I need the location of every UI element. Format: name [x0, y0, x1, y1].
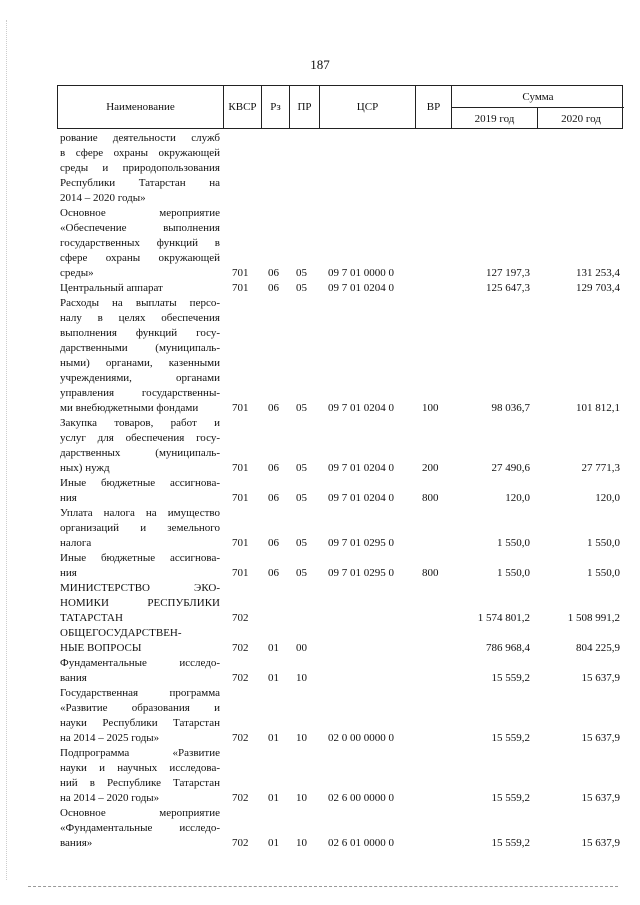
cell-pr: 05: [296, 267, 307, 279]
footer-divider: [28, 886, 618, 887]
row-name-line: услуг для обеспечения госу-: [60, 432, 220, 444]
cell-kvsr: 702: [232, 732, 249, 744]
row-name-line: Государственная программа: [60, 687, 220, 699]
row-name: [60, 476, 220, 506]
cell-y2020: 804 225,9: [576, 642, 620, 654]
row-name-line: «Развитие образования и: [60, 702, 220, 714]
cell-kvsr: 701: [232, 462, 249, 474]
row-name-line: вания»: [60, 837, 93, 849]
table-row: [0, 551, 640, 581]
row-name: [60, 626, 220, 656]
row-name: [60, 581, 220, 626]
cell-kvsr: 702: [232, 642, 249, 654]
row-name-line: Иные бюджетные ассигнова-: [60, 477, 220, 489]
cell-kvsr: 701: [232, 267, 249, 279]
row-name-line: дарственных (муниципаль-: [60, 447, 220, 459]
cell-y2019: 15 559,2: [491, 792, 530, 804]
row-name: [60, 131, 220, 206]
row-name-line: Основное мероприятие: [60, 207, 220, 219]
cell-pr: 05: [296, 462, 307, 474]
row-name-line: Подпрограмма «Развитие: [60, 747, 220, 759]
cell-csr: 09 7 01 0204 0: [328, 282, 394, 294]
header-rz: Рз: [262, 86, 290, 128]
row-name-line: учреждениями, органами: [60, 372, 220, 384]
cell-vr: 800: [422, 492, 439, 504]
cell-y2019: 127 197,3: [486, 267, 530, 279]
row-name-line: науки и научных исследова-: [60, 762, 220, 774]
row-name-line: ными) органами, казенными: [60, 357, 220, 369]
row-name-line: налу в целях обеспечения: [60, 312, 220, 324]
table-row: [0, 296, 640, 416]
header-sum: Сумма: [452, 86, 624, 108]
cell-pr: 05: [296, 402, 307, 414]
cell-kvsr: 701: [232, 567, 249, 579]
header-kvsr: КВСР: [224, 86, 262, 128]
cell-csr: 02 0 00 0000 0: [328, 732, 394, 744]
row-name: [60, 281, 220, 296]
cell-kvsr: 702: [232, 672, 249, 684]
row-name-line: управления государственны-: [60, 387, 220, 399]
cell-y2020: 15 637,9: [581, 837, 620, 849]
cell-y2020: 129 703,4: [576, 282, 620, 294]
header-name: Наименование: [58, 86, 224, 128]
page-number: 187: [310, 57, 330, 72]
row-name-line: ТАТАРСТАН: [60, 612, 123, 624]
cell-pr: 05: [296, 492, 307, 504]
cell-y2019: 120,0: [505, 492, 530, 504]
cell-csr: 09 7 01 0000 0: [328, 267, 394, 279]
cell-y2020: 15 637,9: [581, 672, 620, 684]
cell-pr: 10: [296, 672, 307, 684]
cell-vr: 100: [422, 402, 439, 414]
row-name-line: среды»: [60, 267, 94, 279]
cell-rz: 06: [268, 267, 279, 279]
row-name-line: науки Республики Татарстан: [60, 717, 220, 729]
cell-y2019: 1 550,0: [497, 567, 530, 579]
table-row: [0, 131, 640, 206]
cell-rz: 01: [268, 732, 279, 744]
row-name-line: на 2014 – 2020 годы»: [60, 792, 160, 804]
cell-rz: 06: [268, 402, 279, 414]
cell-rz: 06: [268, 537, 279, 549]
row-name-line: рование деятельности служб: [60, 132, 220, 144]
row-name-line: Закупка товаров, работ и: [60, 417, 220, 429]
table-row: [0, 686, 640, 746]
table-header: [57, 85, 623, 129]
row-name-line: ОБЩЕГОСУДАРСТВЕН-: [60, 627, 182, 639]
row-name: [60, 416, 220, 476]
cell-rz: 06: [268, 462, 279, 474]
cell-rz: 01: [268, 672, 279, 684]
table-row: [0, 476, 640, 506]
cell-csr: 02 6 01 0000 0: [328, 837, 394, 849]
cell-kvsr: 701: [232, 492, 249, 504]
row-name-line: Основное мероприятие: [60, 807, 220, 819]
cell-y2019: 786 968,4: [486, 642, 530, 654]
row-name-line: среды и природопользования: [60, 162, 220, 174]
table-row: [0, 626, 640, 656]
cell-y2019: 1 550,0: [497, 537, 530, 549]
cell-y2019: 125 647,3: [486, 282, 530, 294]
cell-y2020: 27 771,3: [581, 462, 620, 474]
row-name-line: Республики Татарстан на: [60, 177, 220, 189]
cell-y2020: 101 812,1: [576, 402, 620, 414]
row-name-line: ния: [60, 492, 77, 504]
row-name-line: Уплата налога на имущество: [60, 507, 220, 519]
table-row: [0, 206, 640, 281]
row-name: [60, 656, 220, 686]
cell-pr: 00: [296, 642, 307, 654]
cell-kvsr: 702: [232, 837, 249, 849]
table-row: [0, 506, 640, 551]
cell-pr: 10: [296, 732, 307, 744]
row-name-line: Фундаментальные исследо-: [60, 657, 220, 669]
row-name-line: вания: [60, 672, 87, 684]
row-name-line: Расходы на выплаты персо-: [60, 297, 220, 309]
cell-csr: 09 7 01 0204 0: [328, 492, 394, 504]
cell-csr: 09 7 01 0295 0: [328, 567, 394, 579]
cell-rz: 01: [268, 642, 279, 654]
cell-pr: 10: [296, 837, 307, 849]
cell-y2020: 1 550,0: [587, 537, 620, 549]
cell-kvsr: 701: [232, 537, 249, 549]
cell-y2020: 15 637,9: [581, 732, 620, 744]
cell-rz: 06: [268, 567, 279, 579]
cell-y2020: 15 637,9: [581, 792, 620, 804]
cell-kvsr: 702: [232, 612, 249, 624]
table-row: [0, 746, 640, 806]
cell-y2019: 27 490,6: [491, 462, 530, 474]
cell-y2019: 15 559,2: [491, 732, 530, 744]
cell-y2020: 120,0: [595, 492, 620, 504]
cell-rz: 01: [268, 792, 279, 804]
row-name-line: Иные бюджетные ассигнова-: [60, 552, 220, 564]
cell-kvsr: 701: [232, 402, 249, 414]
row-name-line: дарственными (муниципаль-: [60, 342, 220, 354]
cell-rz: 01: [268, 837, 279, 849]
cell-vr: 800: [422, 567, 439, 579]
cell-csr: 09 7 01 0295 0: [328, 537, 394, 549]
row-name-line: в сфере охраны окружающей: [60, 147, 220, 159]
row-name-line: «Обеспечение выполнения: [60, 222, 220, 234]
row-name: [60, 806, 220, 851]
row-name-line: ми внебюджетными фондами: [60, 402, 199, 414]
table-row: [0, 416, 640, 476]
row-name-line: НОМИКИ РЕСПУБЛИКИ: [60, 597, 220, 609]
cell-y2019: 15 559,2: [491, 672, 530, 684]
cell-csr: 02 6 00 0000 0: [328, 792, 394, 804]
header-pr: ПР: [290, 86, 320, 128]
row-name: [60, 686, 220, 746]
row-name-line: ния: [60, 567, 77, 579]
header-2019: 2019 год: [452, 108, 538, 129]
cell-rz: 06: [268, 492, 279, 504]
table-row: [0, 281, 640, 296]
cell-y2020: 1 508 991,2: [567, 612, 620, 624]
header-vr: ВР: [416, 86, 452, 128]
row-name-line: НЫЕ ВОПРОСЫ: [60, 642, 142, 654]
row-name-line: государственных функций в: [60, 237, 220, 249]
row-name: [60, 551, 220, 581]
cell-pr: 05: [296, 567, 307, 579]
row-name-line: выполнения функций госу-: [60, 327, 220, 339]
row-name-line: на 2014 – 2025 годы»: [60, 732, 160, 744]
cell-rz: 06: [268, 282, 279, 294]
header-2020: 2020 год: [561, 112, 601, 125]
row-name-line: МИНИСТЕРСТВО ЭКО-: [60, 582, 220, 594]
cell-vr: 200: [422, 462, 439, 474]
row-name: [60, 206, 220, 281]
cell-csr: 09 7 01 0204 0: [328, 402, 394, 414]
cell-y2019: 1 574 801,2: [477, 612, 530, 624]
row-name: [60, 506, 220, 551]
header-sum-group: [452, 86, 624, 128]
cell-kvsr: 701: [232, 282, 249, 294]
header-csr: ЦСР: [320, 86, 416, 128]
cell-y2019: 15 559,2: [491, 837, 530, 849]
cell-kvsr: 702: [232, 792, 249, 804]
table-row: [0, 656, 640, 686]
row-name-line: Центральный аппарат: [60, 282, 163, 294]
row-name: [60, 746, 220, 806]
cell-pr: 05: [296, 282, 307, 294]
cell-y2020: 1 550,0: [587, 567, 620, 579]
row-name-line: налога: [60, 537, 92, 549]
row-name-line: организаций и земельного: [60, 522, 220, 534]
table-row: [0, 806, 640, 851]
row-name-line: 2014 – 2020 годы»: [60, 192, 146, 204]
row-name: [60, 296, 220, 416]
cell-y2020: 131 253,4: [576, 267, 620, 279]
cell-pr: 10: [296, 792, 307, 804]
cell-csr: 09 7 01 0204 0: [328, 462, 394, 474]
row-name-line: ний в Республике Татарстан: [60, 777, 220, 789]
cell-pr: 05: [296, 537, 307, 549]
row-name-line: ных) нужд: [60, 462, 110, 474]
table-row: [0, 581, 640, 626]
row-name-line: «Фундаментальные исследо-: [60, 822, 220, 834]
cell-y2019: 98 036,7: [491, 402, 530, 414]
row-name-line: сфере охраны окружающей: [60, 252, 220, 264]
